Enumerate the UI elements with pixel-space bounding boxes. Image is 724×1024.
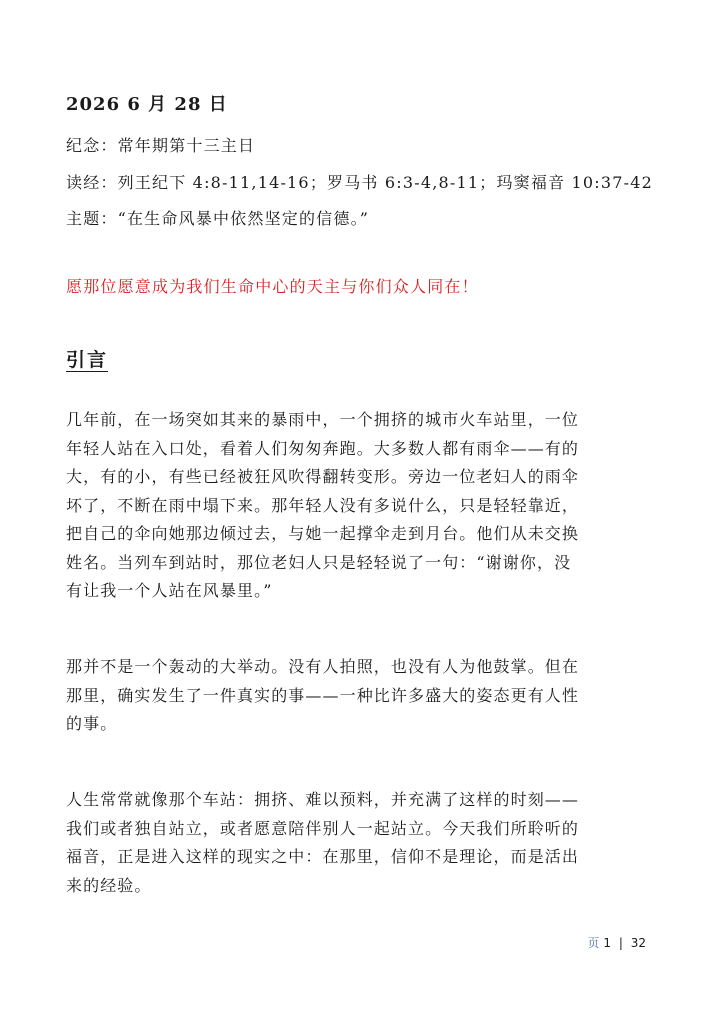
date-heading: 2026 6 月 28 日 (66, 94, 228, 115)
text-line: 那并不是一个轰动的大举动。没有人拍照，也没有人为他鼓掌。但在 (66, 657, 580, 676)
text-line: 把自己的伞向她那边倾过去，与她一起撑伞走到月台。他们从未交换 (66, 524, 580, 543)
section-title-introduction: 引言 (66, 349, 109, 371)
text-line: 年轻人站在入口处，看着人们匆匆奔跑。大多数人都有雨伞——有的 (66, 438, 580, 458)
paragraph-2 (66, 653, 656, 739)
text-line: 那里，确实发生了一件真实的事——一种比许多盛大的姿态更有人性 (66, 685, 580, 705)
text-line: 人生常常就像那个车站：拥挤、难以预料，并充满了这样的时刻—— (66, 790, 580, 809)
text-line: 我们或者独自站立，或者愿意陪伴别人一起站立。今天我们所聆听的 (66, 818, 580, 838)
page-label: 页 (587, 936, 600, 950)
paragraph-1 (66, 406, 656, 606)
total-pages: 32 (630, 936, 646, 950)
page-footer (588, 934, 646, 951)
text-line: 有让我一个人站在风暴里。” (66, 581, 273, 600)
page-separator: | (618, 936, 623, 950)
text-line: 的事。 (66, 714, 118, 733)
page-number: 1 (603, 936, 612, 950)
memorial-line: 纪念：常年期第十三主日 (66, 136, 256, 155)
text-line: 大，有的小，有些已经被狂风吹得翻转变形。旁边一位老妇人的雨伞 (66, 467, 580, 486)
blessing-line: 愿那位愿意成为我们生命中心的天主与你们众人同在！ (66, 277, 479, 296)
text-line: 姓名。当列车到站时，那位老妇人只是轻轻说了一句：“谢谢你，没 (66, 552, 572, 572)
text-line: 来的经验。 (66, 875, 152, 895)
paragraph-3 (66, 786, 656, 900)
theme-line: 主题：“在生命风暴中依然坚定的信德。” (66, 209, 370, 228)
text-line: 坏了，不断在雨中塌下来。那年轻人没有多说什么，只是轻轻靠近， (66, 495, 580, 515)
readings-line: 读经：列王纪下 4:8-11,14-16；罗马书 6:3-4,8-11；玛窦福音 10:37-42 (66, 173, 654, 192)
text-line: 福音，正是进入这样的现实之中：在那里，信仰不是理论，而是活出 (66, 847, 580, 866)
text-line: 几年前，在一场突如其来的暴雨中，一个拥挤的城市火车站里，一位 (66, 410, 580, 429)
